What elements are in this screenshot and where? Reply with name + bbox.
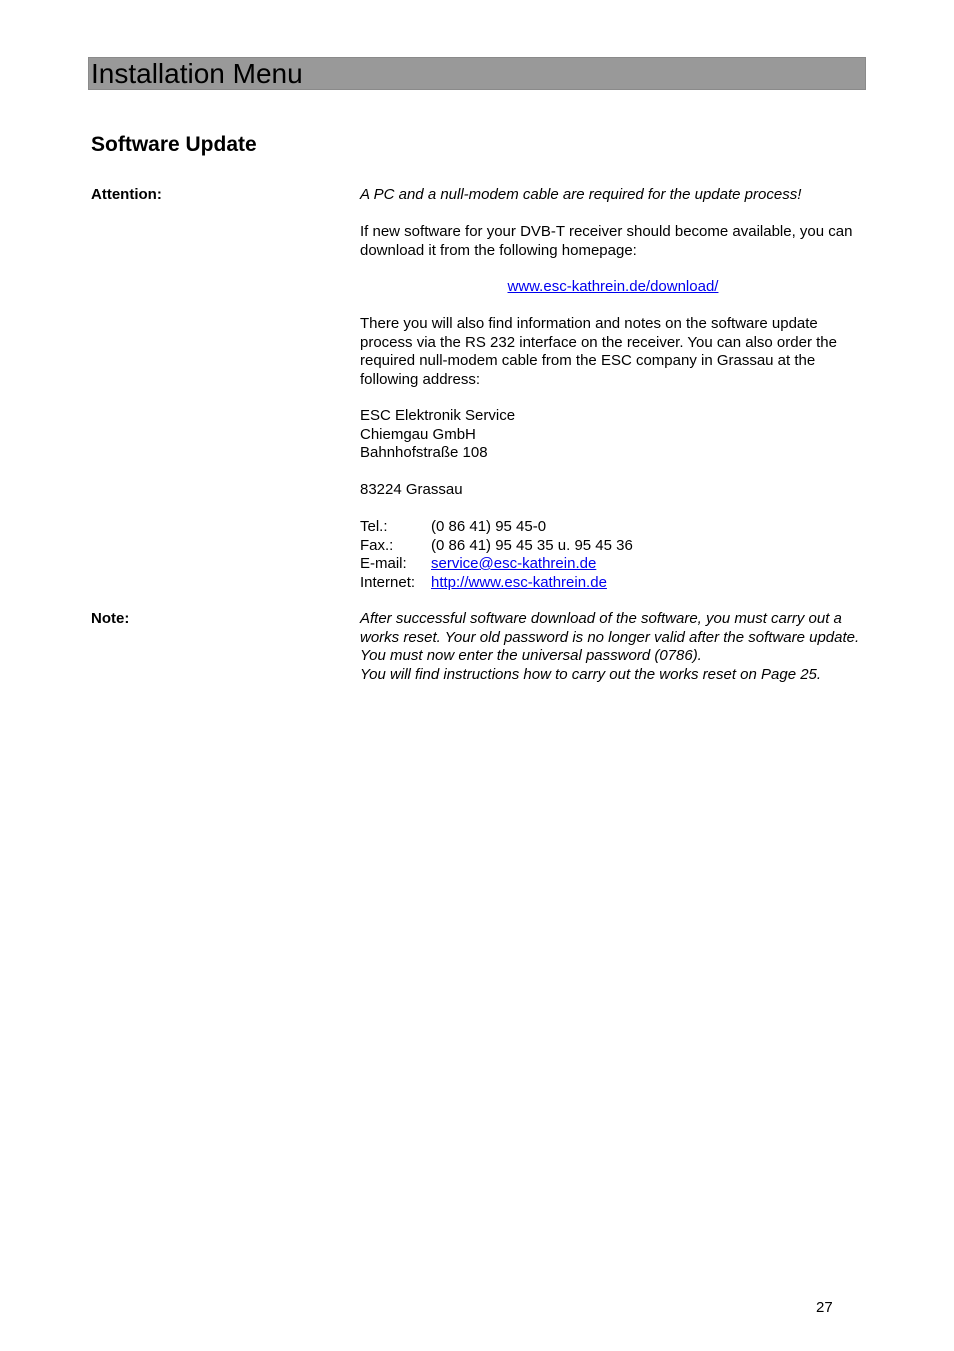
section-title: Software Update xyxy=(91,133,257,156)
contact-email-row xyxy=(360,555,596,574)
internet-label: Internet: xyxy=(360,573,416,591)
attention-requirement: A PC and a null-modem cable are required for the update process! xyxy=(360,186,802,203)
download-link[interactable]: www.esc-kathrein.de/download/ xyxy=(507,278,719,295)
note-label: Note: xyxy=(91,610,130,627)
contact-internet-row xyxy=(360,574,607,593)
address-city: 83224 Grassau xyxy=(360,481,463,498)
address-line-3: Bahnhofstraße 108 xyxy=(360,444,488,461)
tel-value: (0 86 41) 95 45-0 xyxy=(431,518,547,535)
address-line-1: ESC Elektronik Service xyxy=(360,407,516,424)
fax-value: (0 86 41) 95 45 35 u. 95 45 36 xyxy=(431,536,633,554)
tel-label: Tel.: xyxy=(360,518,388,535)
note-text: After successful software download of the software, you must carry out a works reset. Your old password is no longer valid after the software update. You must now enter the universal password (0786). xyxy=(360,610,860,664)
contact-fax-row xyxy=(360,537,633,556)
page-title: Installation Menu xyxy=(91,58,303,89)
attention-intro: If new software for your DVB-T receiver should become available, you can download it from the following homepage: xyxy=(360,223,853,259)
note-text-2: You will find instructions how to carry out the works reset on Page 25. xyxy=(360,665,822,683)
internet-link[interactable]: http://www.esc-kathrein.de xyxy=(431,573,607,591)
download-link-wrapper xyxy=(360,278,866,297)
note-block xyxy=(360,610,870,684)
fax-label: Fax.: xyxy=(360,536,394,554)
contact-tel-row xyxy=(360,518,546,537)
address-block xyxy=(360,407,866,463)
attention-info: There you will also find information and notes on the software update process via the RS 232 interface on the receiver. You can also order the required null-modem cable from the ESC company in Grassau at the following address: xyxy=(360,315,837,388)
attention-label: Attention: xyxy=(91,186,162,203)
email-label: E-mail: xyxy=(360,555,407,572)
page-number: 27 xyxy=(816,1299,833,1316)
header-bar xyxy=(88,57,866,90)
address-line-2: Chiemgau GmbH xyxy=(360,425,476,443)
email-link[interactable]: service@esc-kathrein.de xyxy=(431,555,597,572)
